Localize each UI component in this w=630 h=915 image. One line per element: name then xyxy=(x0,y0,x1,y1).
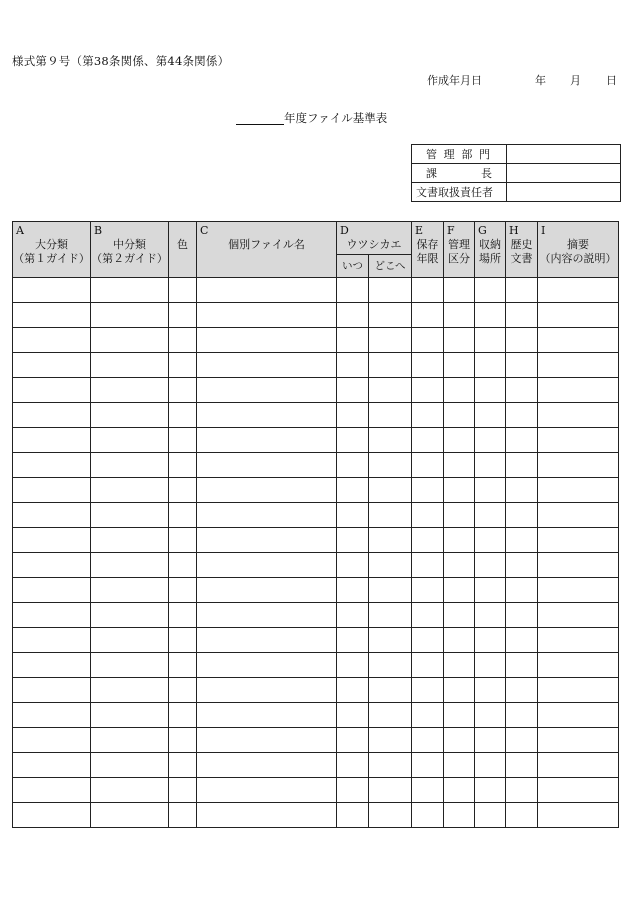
table-cell[interactable] xyxy=(197,678,337,703)
chief-field[interactable] xyxy=(507,164,621,183)
table-cell[interactable] xyxy=(444,328,475,353)
table-cell[interactable] xyxy=(412,303,444,328)
table-body xyxy=(13,278,619,828)
table-cell[interactable] xyxy=(13,578,91,603)
table-cell[interactable] xyxy=(197,303,337,328)
table-cell[interactable] xyxy=(169,628,197,653)
table-cell[interactable] xyxy=(197,578,337,603)
table-cell[interactable] xyxy=(506,578,538,603)
table-cell[interactable] xyxy=(169,703,197,728)
table-row xyxy=(13,303,619,328)
table-cell[interactable] xyxy=(506,353,538,378)
table-cell[interactable] xyxy=(91,378,169,403)
table-cell[interactable] xyxy=(169,528,197,553)
table-cell[interactable] xyxy=(369,478,412,503)
table-cell[interactable] xyxy=(197,403,337,428)
officer-field[interactable] xyxy=(507,183,621,202)
table-cell[interactable] xyxy=(444,753,475,778)
table-cell[interactable] xyxy=(169,728,197,753)
table-cell[interactable] xyxy=(369,728,412,753)
table-cell[interactable] xyxy=(538,428,619,453)
table-cell[interactable] xyxy=(538,478,619,503)
table-cell[interactable] xyxy=(506,778,538,803)
table-cell[interactable] xyxy=(91,528,169,553)
table-cell[interactable] xyxy=(369,453,412,478)
table-cell[interactable] xyxy=(506,528,538,553)
table-cell[interactable] xyxy=(412,678,444,703)
table-cell[interactable] xyxy=(91,603,169,628)
table-cell[interactable] xyxy=(444,678,475,703)
table-cell[interactable] xyxy=(197,553,337,578)
table-cell[interactable] xyxy=(169,303,197,328)
table-cell[interactable] xyxy=(13,628,91,653)
table-cell[interactable] xyxy=(13,503,91,528)
table-cell[interactable] xyxy=(169,503,197,528)
table-cell[interactable] xyxy=(475,603,506,628)
table-cell[interactable] xyxy=(412,653,444,678)
table-cell[interactable] xyxy=(369,778,412,803)
col-header-transfer: D ウツシカエ xyxy=(337,222,412,255)
table-cell[interactable] xyxy=(444,503,475,528)
table-cell[interactable] xyxy=(169,778,197,803)
table-row xyxy=(13,428,619,453)
table-row xyxy=(13,578,619,603)
table-cell[interactable] xyxy=(369,403,412,428)
table-cell[interactable] xyxy=(13,303,91,328)
table-cell[interactable] xyxy=(475,628,506,653)
table-cell[interactable] xyxy=(369,528,412,553)
table-cell[interactable] xyxy=(337,578,369,603)
table-cell[interactable] xyxy=(369,503,412,528)
table-cell[interactable] xyxy=(412,703,444,728)
table-cell[interactable] xyxy=(13,553,91,578)
table-cell[interactable] xyxy=(91,778,169,803)
table-cell[interactable] xyxy=(412,728,444,753)
officer-label: 文書取扱責任者 xyxy=(412,183,507,202)
table-cell[interactable] xyxy=(412,578,444,603)
table-cell[interactable] xyxy=(538,278,619,303)
table-cell[interactable] xyxy=(369,303,412,328)
table-cell[interactable] xyxy=(538,753,619,778)
table-cell[interactable] xyxy=(13,453,91,478)
table-cell[interactable] xyxy=(538,678,619,703)
table-cell[interactable] xyxy=(91,428,169,453)
table-cell[interactable] xyxy=(506,328,538,353)
table-cell[interactable] xyxy=(337,478,369,503)
col-header-file-name: C 個別ファイル名 xyxy=(197,222,337,278)
table-cell[interactable] xyxy=(475,353,506,378)
table-cell[interactable] xyxy=(412,628,444,653)
table-cell[interactable] xyxy=(444,728,475,753)
table-cell[interactable] xyxy=(337,328,369,353)
table-cell[interactable] xyxy=(337,553,369,578)
table-row xyxy=(13,728,619,753)
table-cell[interactable] xyxy=(91,653,169,678)
table-cell[interactable] xyxy=(91,353,169,378)
table-cell[interactable] xyxy=(506,428,538,453)
table-cell[interactable] xyxy=(337,703,369,728)
table-cell[interactable] xyxy=(91,628,169,653)
table-cell[interactable] xyxy=(444,703,475,728)
table-cell[interactable] xyxy=(475,728,506,753)
table-cell[interactable] xyxy=(444,603,475,628)
table-row xyxy=(13,603,619,628)
table-row xyxy=(13,753,619,778)
creation-date-label: 作成年月日 xyxy=(427,74,482,87)
table-cell[interactable] xyxy=(337,728,369,753)
table-cell[interactable] xyxy=(538,703,619,728)
col-header-historical: H 歴史 文書 xyxy=(506,222,538,278)
table-cell[interactable] xyxy=(13,328,91,353)
table-cell[interactable] xyxy=(197,628,337,653)
table-cell[interactable] xyxy=(197,603,337,628)
table-cell[interactable] xyxy=(13,678,91,703)
table-cell[interactable] xyxy=(197,703,337,728)
table-cell[interactable] xyxy=(369,628,412,653)
table-cell[interactable] xyxy=(169,403,197,428)
table-cell[interactable] xyxy=(506,703,538,728)
table-cell[interactable] xyxy=(337,503,369,528)
table-cell[interactable] xyxy=(475,278,506,303)
table-cell[interactable] xyxy=(412,803,444,828)
table-cell[interactable] xyxy=(475,303,506,328)
table-row xyxy=(13,678,619,703)
table-cell[interactable] xyxy=(538,778,619,803)
table-cell[interactable] xyxy=(337,278,369,303)
table-cell[interactable] xyxy=(197,803,337,828)
dept-label: 管 理 部 門 xyxy=(412,145,507,164)
table-cell[interactable] xyxy=(412,753,444,778)
table-cell[interactable] xyxy=(538,328,619,353)
table-cell[interactable] xyxy=(337,453,369,478)
table-cell[interactable] xyxy=(444,628,475,653)
table-cell[interactable] xyxy=(169,603,197,628)
table-cell[interactable] xyxy=(444,378,475,403)
table-row xyxy=(13,328,619,353)
table-cell[interactable] xyxy=(538,378,619,403)
table-cell[interactable] xyxy=(169,653,197,678)
table-cell[interactable] xyxy=(506,378,538,403)
table-cell[interactable] xyxy=(412,503,444,528)
table-cell[interactable] xyxy=(91,553,169,578)
table-cell[interactable] xyxy=(538,553,619,578)
table-cell[interactable] xyxy=(91,303,169,328)
table-cell[interactable] xyxy=(197,478,337,503)
table-cell[interactable] xyxy=(538,653,619,678)
table-cell[interactable] xyxy=(444,553,475,578)
table-cell[interactable] xyxy=(506,503,538,528)
col-header-retention: E 保存 年限 xyxy=(412,222,444,278)
table-cell[interactable] xyxy=(197,328,337,353)
table-cell[interactable] xyxy=(538,603,619,628)
table-cell[interactable] xyxy=(91,703,169,728)
dept-field[interactable] xyxy=(507,145,621,164)
table-cell[interactable] xyxy=(91,403,169,428)
table-cell[interactable] xyxy=(412,603,444,628)
table-cell[interactable] xyxy=(412,278,444,303)
table-cell[interactable] xyxy=(169,428,197,453)
table-cell[interactable] xyxy=(369,603,412,628)
table-cell[interactable] xyxy=(169,328,197,353)
table-row xyxy=(13,478,619,503)
table-cell[interactable] xyxy=(444,303,475,328)
table-cell[interactable] xyxy=(444,478,475,503)
date-year-label: 年 xyxy=(535,74,546,87)
table-cell[interactable] xyxy=(13,653,91,678)
table-cell[interactable] xyxy=(169,378,197,403)
table-cell[interactable] xyxy=(538,453,619,478)
table-row xyxy=(13,503,619,528)
table-cell[interactable] xyxy=(91,278,169,303)
table-cell[interactable] xyxy=(506,278,538,303)
table-cell[interactable] xyxy=(337,528,369,553)
table-row xyxy=(13,778,619,803)
table-cell[interactable] xyxy=(475,678,506,703)
table-cell[interactable] xyxy=(169,578,197,603)
table-cell[interactable] xyxy=(538,728,619,753)
table-cell[interactable] xyxy=(538,578,619,603)
table-cell[interactable] xyxy=(475,703,506,728)
table-cell[interactable] xyxy=(506,603,538,628)
table-cell[interactable] xyxy=(444,428,475,453)
table-cell[interactable] xyxy=(412,553,444,578)
table-cell[interactable] xyxy=(412,778,444,803)
table-cell[interactable] xyxy=(13,278,91,303)
table-cell[interactable] xyxy=(13,478,91,503)
table-row xyxy=(13,703,619,728)
table-cell[interactable] xyxy=(197,453,337,478)
table-cell[interactable] xyxy=(369,553,412,578)
table-cell[interactable] xyxy=(412,453,444,478)
table-cell[interactable] xyxy=(506,753,538,778)
table-row xyxy=(13,278,619,303)
table-cell[interactable] xyxy=(444,653,475,678)
table-cell[interactable] xyxy=(475,453,506,478)
table-cell[interactable] xyxy=(444,578,475,603)
table-cell[interactable] xyxy=(412,428,444,453)
table-cell[interactable] xyxy=(13,603,91,628)
table-cell[interactable] xyxy=(475,803,506,828)
table-cell[interactable] xyxy=(169,753,197,778)
col-header-summary: I 摘要 （内容の説明） xyxy=(538,222,619,278)
table-cell[interactable] xyxy=(91,478,169,503)
table-cell[interactable] xyxy=(337,678,369,703)
table-cell[interactable] xyxy=(506,478,538,503)
table-cell[interactable] xyxy=(91,678,169,703)
table-cell[interactable] xyxy=(444,403,475,428)
manager-box xyxy=(411,144,621,202)
title-fill-line[interactable] xyxy=(236,124,284,125)
table-cell[interactable] xyxy=(337,603,369,628)
table-cell[interactable] xyxy=(475,503,506,528)
table-cell[interactable] xyxy=(475,328,506,353)
table-cell[interactable] xyxy=(444,778,475,803)
table-cell[interactable] xyxy=(169,803,197,828)
table-cell[interactable] xyxy=(197,278,337,303)
table-cell[interactable] xyxy=(475,553,506,578)
table-row xyxy=(13,628,619,653)
table-cell[interactable] xyxy=(444,278,475,303)
table-cell[interactable] xyxy=(197,778,337,803)
table-cell[interactable] xyxy=(13,728,91,753)
col-header-storage: G 収納 場所 xyxy=(475,222,506,278)
table-cell[interactable] xyxy=(506,628,538,653)
table-cell[interactable] xyxy=(538,628,619,653)
table-cell[interactable] xyxy=(538,353,619,378)
table-row xyxy=(13,528,619,553)
table-cell[interactable] xyxy=(475,478,506,503)
table-cell[interactable] xyxy=(197,728,337,753)
table-row xyxy=(13,353,619,378)
table-cell[interactable] xyxy=(13,428,91,453)
date-day-label: 日 xyxy=(606,74,617,87)
col-header-middle-category: B 中分類 （第２ガイド） xyxy=(91,222,169,278)
table-cell[interactable] xyxy=(197,378,337,403)
table-cell[interactable] xyxy=(91,578,169,603)
table-cell[interactable] xyxy=(197,653,337,678)
table-cell[interactable] xyxy=(337,778,369,803)
table-cell[interactable] xyxy=(169,353,197,378)
chief-label: 課 長 xyxy=(412,164,507,183)
table-cell[interactable] xyxy=(13,528,91,553)
table-cell[interactable] xyxy=(506,553,538,578)
table-cell[interactable] xyxy=(337,428,369,453)
table-cell[interactable] xyxy=(13,378,91,403)
table-cell[interactable] xyxy=(91,328,169,353)
table-cell[interactable] xyxy=(91,803,169,828)
table-cell[interactable] xyxy=(444,528,475,553)
table-cell[interactable] xyxy=(13,803,91,828)
table-cell[interactable] xyxy=(538,528,619,553)
col-header-transfer-where: どこへ xyxy=(369,255,412,278)
table-cell[interactable] xyxy=(475,403,506,428)
table-cell[interactable] xyxy=(369,803,412,828)
table-cell[interactable] xyxy=(13,753,91,778)
table-cell[interactable] xyxy=(538,403,619,428)
table-cell[interactable] xyxy=(369,328,412,353)
table-cell[interactable] xyxy=(91,453,169,478)
table-cell[interactable] xyxy=(475,378,506,403)
table-row xyxy=(13,403,619,428)
table-cell[interactable] xyxy=(369,578,412,603)
table-cell[interactable] xyxy=(506,653,538,678)
table-cell[interactable] xyxy=(369,703,412,728)
table-cell[interactable] xyxy=(538,303,619,328)
table-cell[interactable] xyxy=(197,753,337,778)
file-standard-table xyxy=(12,221,619,828)
table-cell[interactable] xyxy=(475,653,506,678)
table-cell[interactable] xyxy=(369,278,412,303)
table-cell[interactable] xyxy=(13,353,91,378)
title-text: 年度ファイル基準表 xyxy=(284,111,388,125)
table-cell[interactable] xyxy=(506,453,538,478)
table-cell[interactable] xyxy=(538,803,619,828)
table-cell[interactable] xyxy=(169,478,197,503)
col-header-transfer-when: いつ xyxy=(337,255,369,278)
table-row xyxy=(13,553,619,578)
date-month-label: 月 xyxy=(570,74,581,87)
table-cell[interactable] xyxy=(197,528,337,553)
table-cell[interactable] xyxy=(444,803,475,828)
table-cell[interactable] xyxy=(337,803,369,828)
form-number-label: 様式第９号（第38条関係、第44条関係） xyxy=(12,54,230,68)
table-cell[interactable] xyxy=(475,528,506,553)
table-cell[interactable] xyxy=(475,753,506,778)
table-cell[interactable] xyxy=(444,453,475,478)
table-cell[interactable] xyxy=(412,328,444,353)
table-cell[interactable] xyxy=(538,503,619,528)
table-cell[interactable] xyxy=(412,528,444,553)
table-cell[interactable] xyxy=(369,428,412,453)
table-cell[interactable] xyxy=(412,403,444,428)
col-header-major-category: A 大分類 （第１ガイド） xyxy=(13,222,91,278)
table-cell[interactable] xyxy=(412,478,444,503)
table-row xyxy=(13,803,619,828)
table-cell[interactable] xyxy=(91,753,169,778)
table-cell[interactable] xyxy=(197,428,337,453)
table-cell[interactable] xyxy=(337,403,369,428)
table-cell[interactable] xyxy=(91,728,169,753)
table-cell[interactable] xyxy=(337,378,369,403)
table-cell[interactable] xyxy=(475,778,506,803)
table-cell[interactable] xyxy=(369,653,412,678)
table-cell[interactable] xyxy=(369,678,412,703)
table-cell[interactable] xyxy=(337,653,369,678)
table-cell[interactable] xyxy=(337,303,369,328)
table-cell[interactable] xyxy=(412,353,444,378)
table-cell[interactable] xyxy=(197,503,337,528)
table-cell[interactable] xyxy=(13,778,91,803)
table-cell[interactable] xyxy=(444,353,475,378)
table-cell[interactable] xyxy=(169,553,197,578)
table-cell[interactable] xyxy=(337,628,369,653)
table-cell[interactable] xyxy=(169,453,197,478)
table-cell[interactable] xyxy=(506,803,538,828)
table-cell[interactable] xyxy=(197,353,337,378)
table-cell[interactable] xyxy=(337,353,369,378)
table-cell[interactable] xyxy=(506,403,538,428)
table-cell[interactable] xyxy=(13,403,91,428)
table-cell[interactable] xyxy=(506,303,538,328)
table-cell[interactable] xyxy=(169,278,197,303)
table-cell[interactable] xyxy=(13,703,91,728)
table-cell[interactable] xyxy=(475,428,506,453)
table-cell[interactable] xyxy=(169,678,197,703)
table-cell[interactable] xyxy=(506,678,538,703)
table-cell[interactable] xyxy=(506,728,538,753)
table-cell[interactable] xyxy=(337,753,369,778)
col-header-management: F 管理 区分 xyxy=(444,222,475,278)
table-cell[interactable] xyxy=(369,378,412,403)
table-cell[interactable] xyxy=(412,378,444,403)
table-row xyxy=(13,453,619,478)
col-header-color: 色 xyxy=(169,222,197,278)
table-cell[interactable] xyxy=(91,503,169,528)
table-cell[interactable] xyxy=(369,753,412,778)
table-row xyxy=(13,378,619,403)
table-cell[interactable] xyxy=(475,578,506,603)
table-cell[interactable] xyxy=(369,353,412,378)
table-row xyxy=(13,653,619,678)
